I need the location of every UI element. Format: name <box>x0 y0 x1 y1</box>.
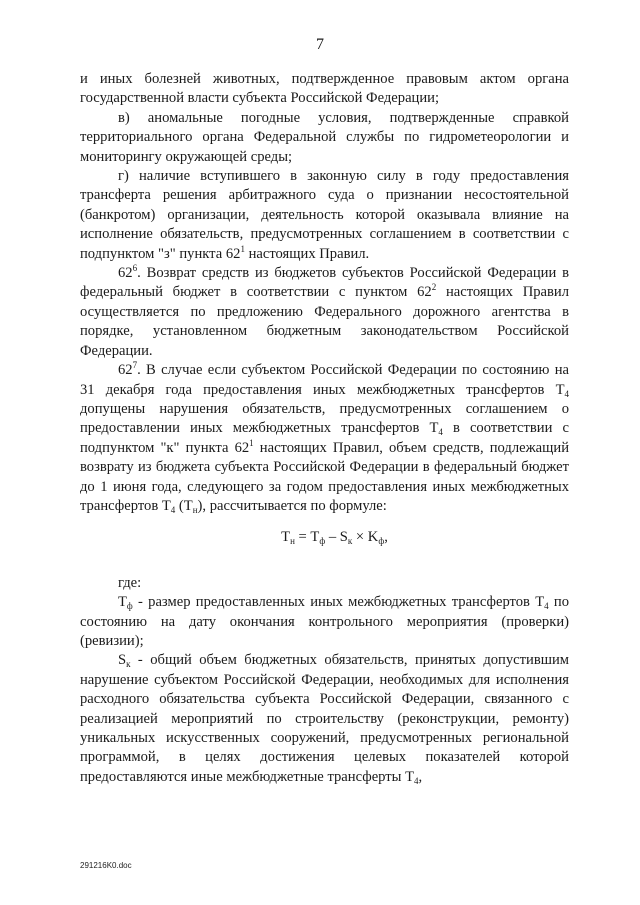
formula: $Т_н = Т_ф - S_к \times K_ф$, <box>281 529 388 547</box>
paragraph-item-v: в) аномальные погодные условия, подтвержденные справкой территориального органа Федеральной службы по гидрометеорологии и мониторингу окружающей среды; <box>80 109 569 165</box>
footer-filename: 291216K0.doc <box>80 861 132 870</box>
paragraph-item-g: г) наличие вступившего в законную силу в году предоставления трансферта решения арбитражного суда о признании несостоятельной (банкротом) организации, деятельность которой оказывала влияние на исполнение обязательств, предусмотренных соглашением в соответствии с подпунктом "з" пункта $62^1$ настоящих Правил. <box>80 168 569 262</box>
paragraph-continuation: и иных болезней животных, подтвержденное правовым актом органа государственной власти субъекта Российской Федерации; <box>80 71 569 107</box>
definition-sk: $S_к$ - общий объем бюджетных обязательств, принятых допустившим нарушение субъектом Российской Федерации, необходимых для исполнения расходного обязательства субъекта Российской Федерации, связанного с реализацией мероприятий по строительству (реконструкции, ремонту) уникальных искусственных сооружений, предусмотренных региональной программой, в целях достижения целевых показателей которой предоставляются иные межбюджетные трансферты $Т_4$, <box>80 652 569 786</box>
paragraph-62-6: $62^6$. Возврат средств из бюджетов субъектов Российской Федерации в федеральный бюджет в соответствии с пунктом $62^2$ настоящих Правил осуществляется по предложению Федерального дорожного агентства в порядке, установленном бюджетным законодательством Российской Федерации. <box>80 263 569 359</box>
page-number: 7 <box>316 36 324 53</box>
definition-tf: $Т_ф$ - размер предоставленных иных межбюджетных трансфертов $Т_4$ по состоянию на дату окончания контрольного мероприятия (проверки) (ревизии); <box>80 594 569 649</box>
document-body <box>80 70 569 787</box>
paragraph-62-7: $62^7$. В случае если субъектом Российской Федерации по состоянию на 31 декабря года предоставления иных межбюджетных трансфертов $Т_4$ допущены нарушения обязательств, предусмотренных соглашением о предоставлении иных межбюджетных трансфертов $Т_4$ в соответствии с подпунктом "к" пункта $62^1$ настоящих Правил, объем средств, подлежащий возврату из бюджета субъекта Российской Федерации в федеральный бюджет до 1 июня года, следующего за годом предоставления иных межбюджетных трансфертов $Т_4$ $(Т_н)$, рассчитывается по формуле: <box>80 360 570 515</box>
paragraph-where: где: <box>118 574 142 591</box>
